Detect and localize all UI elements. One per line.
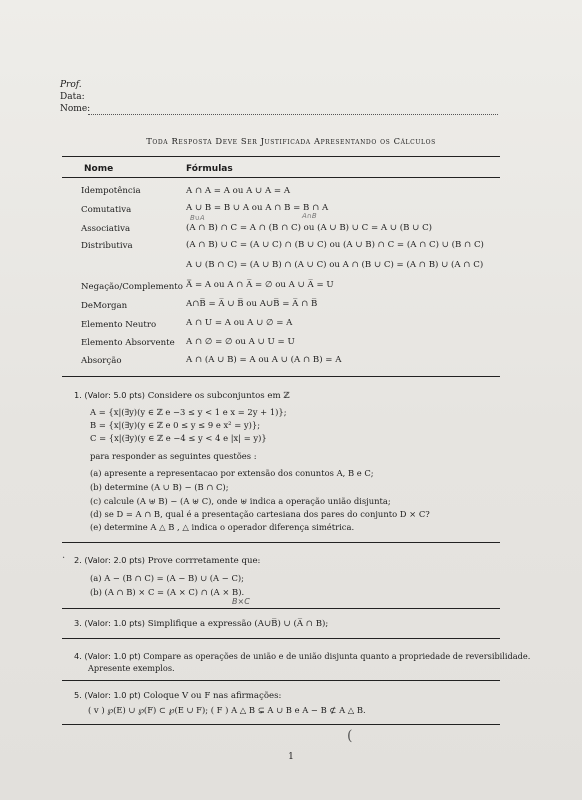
question-1-item-d: (d) se D = A ∩ B, qual é a presentação cartesiana dos pares do conjunto D × C? <box>90 509 430 519</box>
handwritten-note-2: A∩B <box>302 212 317 220</box>
question-1-item-a: (a) apresente a representacao por extensão dos conuntos A, B e C; <box>90 468 374 478</box>
table-top-rule <box>62 156 500 157</box>
instructions-notice: Toda Resposta Deve Ser Justificada Apresentando os Cálculos <box>146 136 436 146</box>
name-dotted-line <box>88 114 498 115</box>
question-1-item-b: (b) determine (A ∪ B) − (B ∩ C); <box>90 482 229 492</box>
prof-label: Prof. <box>60 80 82 90</box>
question-1-text: Considere os subconjuntos em ℤ <box>147 391 290 401</box>
question-3-text: Simplifique a expressão (A∪B̅) ∪ (A̅ ∩ B); <box>147 619 329 629</box>
row-name-absorvente: Elemento Absorvente <box>81 338 175 348</box>
row-formula-distributiva-2: A ∪ (B ∩ C) = (A ∪ B) ∩ (A ∪ C) ou A ∩ (B ∪ C) = (A ∩ B) ∪ (A ∩ C) <box>186 260 484 270</box>
question-5-text: Coloque V ou F nas afirmações: <box>143 691 282 701</box>
question-3 <box>74 618 328 629</box>
set-b: B = {x|(∃y)(y ∈ ℤ e 0 ≤ y ≤ 9 e x² = y)}; <box>90 420 261 430</box>
row-name-negacao: Negação/Complemento <box>81 282 183 292</box>
question-3-tag: 3. (Valor: 1.0 pts) <box>74 618 145 628</box>
question-3-rule <box>62 638 500 639</box>
page-number: 1 <box>288 752 294 762</box>
question-1-tag: 1. (Valor: 5.0 pts) <box>74 390 145 400</box>
row-formula-demorgan: A∩B̅ = A̅ ∪ B̅ ou A∪B̅ = A̅ ∩ B̅ <box>186 299 318 309</box>
row-formula-neutro: A ∩ U = A ou A ∪ ∅ = A <box>186 318 293 328</box>
table-header-rule <box>62 177 500 178</box>
question-5 <box>74 690 281 701</box>
question-2-rule <box>62 608 500 609</box>
question-5-tag: 5. (Valor: 1.0 pt) <box>74 690 141 700</box>
question-1-rule <box>62 542 500 543</box>
row-formula-absorvente: A ∩ ∅ = ∅ ou A ∪ U = U <box>186 337 295 347</box>
handwritten-note-1: B∪A <box>190 214 205 222</box>
row-formula-absorcao: A ∩ (A ∪ B) = A ou A ∪ (A ∩ B) = A <box>186 355 342 365</box>
row-name-neutro: Elemento Neutro <box>81 320 157 330</box>
row-name-comutativa: Comutativa <box>81 205 132 215</box>
question-5-statement: ( v ) ℘(E) ∪ ℘(F) ⊂ ℘(E ∪ F); ( F ) A △ B ⊊ A ∪ B e A − B ⊄ A △ B. <box>88 705 366 715</box>
row-formula-distributiva-1: (A ∩ B) ∪ C = (A ∪ C) ∩ (B ∪ C) ou (A ∪ B) ∩ C = (A ∩ C) ∪ (B ∩ C) <box>186 240 484 250</box>
name-label: Nome: <box>60 104 91 114</box>
question-2-item-b: (b) (A ∩ B) × C = (A × C) ∩ (A × B). <box>90 587 245 597</box>
row-formula-associativa: (A ∩ B) ∩ C = A ∩ (B ∩ C) ou (A ∪ B) ∪ C = A ∪ (B ∪ C) <box>186 223 433 233</box>
question-2-text: Prove corrretamente que: <box>147 556 261 566</box>
question-4 <box>74 651 530 661</box>
question-1 <box>74 390 290 401</box>
question-4-text-cont: Apresente exemplos. <box>88 663 175 673</box>
table-bottom-rule <box>62 376 500 377</box>
question-2-tag: 2. (Valor: 2.0 pts) <box>74 555 145 565</box>
row-formula-idempotencia: A ∩ A = A ou A ∪ A = A <box>186 186 291 196</box>
question-4-text: Compare as operações de união e de união disjunta quanto a propriedade de reversibilidade. <box>143 651 531 661</box>
set-c: C = {x|(∃y)(y ∈ ℤ e −4 ≤ y < 4 e |x| = y)} <box>90 433 267 443</box>
question-2 <box>74 555 260 566</box>
question-4-rule <box>62 680 500 681</box>
row-name-associativa: Associativa <box>81 224 131 234</box>
handwritten-paren-mark: ( <box>347 728 353 744</box>
row-name-idempotencia: Idempotência <box>81 186 141 196</box>
col-header-formulas: Fórmulas <box>186 164 233 174</box>
row-name-absorcao: Absorção <box>81 356 122 366</box>
row-name-distributiva: Distributiva <box>81 241 133 251</box>
row-formula-comutativa: A ∪ B = B ∪ A ou A ∩ B = B ∩ A <box>186 203 329 213</box>
row-name-demorgan: DeMorgan <box>81 301 128 311</box>
row-formula-negacao: A̿ = A ou A ∩ A̅ = ∅ ou A ∪ A̅ = U <box>186 280 334 290</box>
question-1-lead: para responder as seguintes questões : <box>90 451 257 461</box>
margin-mark: · <box>62 553 66 564</box>
col-header-name: Nome <box>84 164 114 174</box>
question-2-handwritten: B×C <box>232 597 250 606</box>
question-5-rule <box>62 724 500 725</box>
question-1-item-c: (c) calcule (A ⊎ B) − (A ⊎ C), onde ⊎ indica a operação união disjunta; <box>90 496 391 506</box>
question-1-item-e: (e) determine A △ B , △ indica o operador diferença simétrica. <box>90 522 355 532</box>
date-label: Data: <box>60 92 85 102</box>
set-a: A = {x|(∃y)(y ∈ ℤ e −3 ≤ y < 1 e x = 2y + 1)}; <box>90 407 287 417</box>
question-4-tag: 4. (Valor: 1.0 pt) <box>74 651 141 661</box>
question-2-item-a: (a) A − (B ∩ C) = (A − B) ∪ (A − C); <box>90 573 244 583</box>
